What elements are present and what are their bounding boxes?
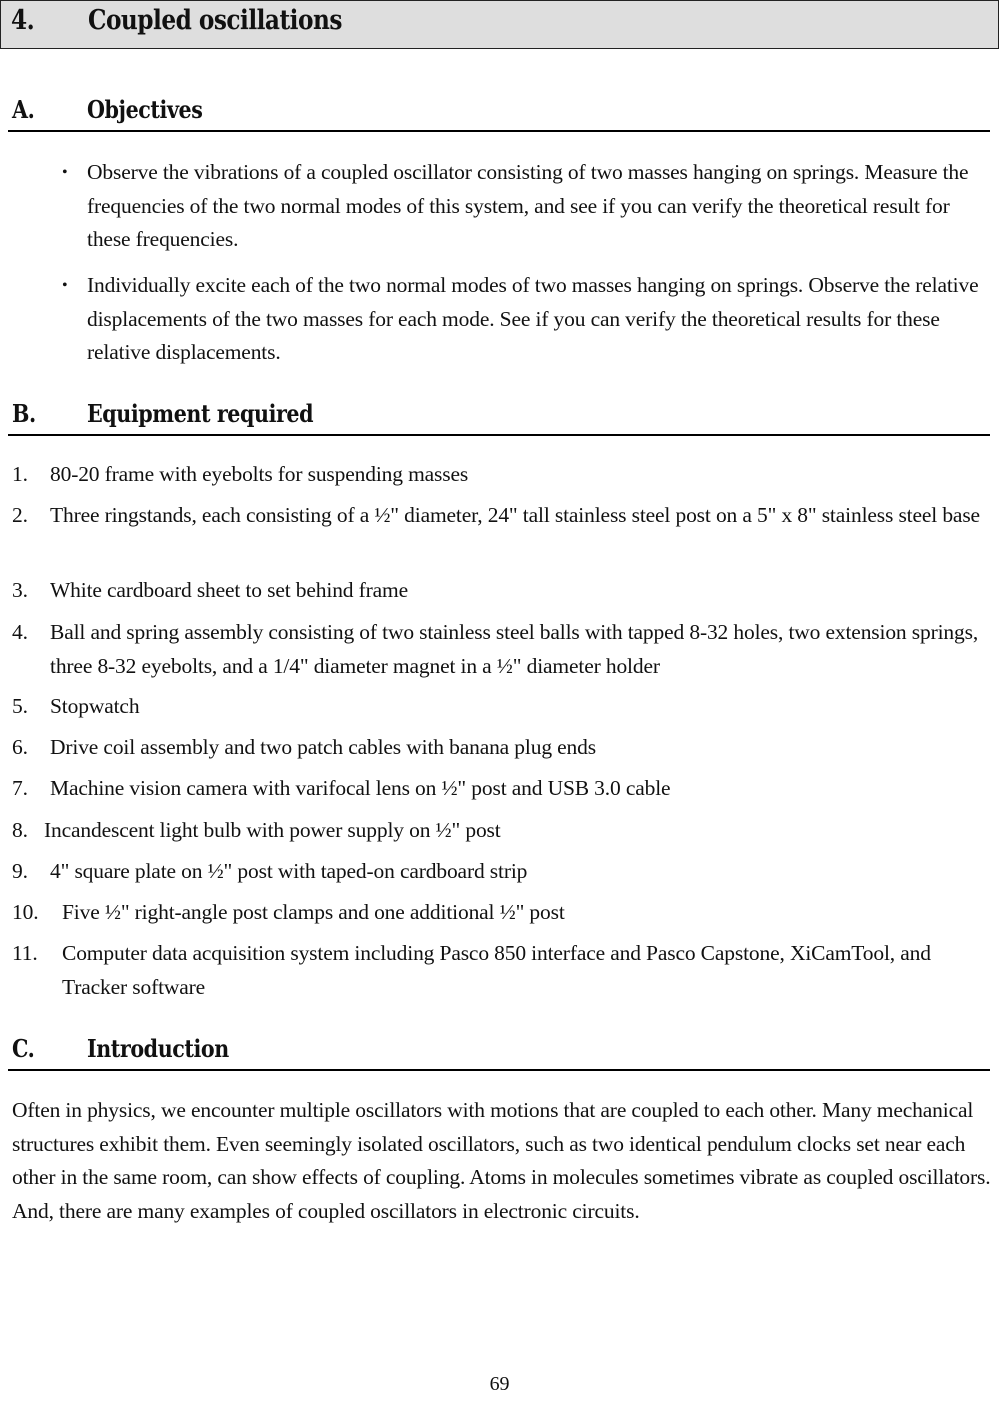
item-text: 4" square plate on ½" post with taped-on cardboard strip [50, 859, 528, 883]
section-heading-equipment [8, 398, 990, 436]
introduction-paragraph: Often in physics, we encounter multiple oscillators with motions that are coupled to each other. Many mechanical structures exhibit them. Even seemingly isolated oscillators, such as two identical pendulum clocks set near each other in the same room, can show effects of coupling. Atoms in molecules sometimes vibrate as coupled oscillators. And, there are many examples of coupled oscillators in electronic circuits. [12, 1098, 991, 1223]
item-number: 6. [12, 735, 28, 759]
section-title: Introduction [87, 1034, 229, 1063]
bullet-icon: • [62, 164, 68, 181]
bullet-icon: • [62, 277, 68, 294]
objective-text: Individually excite each of the two normal modes of two masses hanging on springs. Observe the relative displacements of the two masses for each mode. See if you can verify the theoretical results for these relative displacements. [87, 273, 979, 364]
item-text: Drive coil assembly and two patch cables with banana plug ends [50, 735, 596, 759]
chapter-title: Coupled oscillations [88, 5, 342, 36]
chapter-header [0, 0, 999, 49]
section-letter: C. [12, 1034, 35, 1063]
item-number: 5. [12, 694, 28, 718]
item-text: 80-20 frame with eyebolts for suspending masses [50, 462, 469, 486]
item-number: 1. [12, 462, 28, 486]
item-text: Three ringstands, each consisting of a ½" diameter, 24" tall stainless steel post on a 5" x 8" stainless steel base [50, 503, 980, 527]
item-text: Ball and spring assembly consisting of two stainless steel balls with tapped 8-32 holes, two extension springs, three 8-32 eyebolts, and a 1/4" diameter magnet in a ½" diameter holder [50, 620, 979, 678]
item-number: 10. [12, 900, 39, 924]
item-text: Computer data acquisition system including Pasco 850 interface and Pasco Capstone, XiCamTool, and Tracker software [62, 941, 931, 999]
chapter-number: 4. [11, 5, 35, 36]
item-text: Stopwatch [50, 694, 140, 718]
item-text: White cardboard sheet to set behind frame [50, 578, 409, 602]
section-heading-introduction [8, 1033, 990, 1071]
item-text: Five ½" right-angle post clamps and one additional ½" post [62, 900, 565, 924]
section-title: Equipment required [87, 399, 314, 428]
item-number: 3. [12, 578, 28, 602]
item-number: 8. [12, 818, 28, 842]
item-text: Incandescent light bulb with power supply on ½" post [44, 818, 501, 842]
item-number: 7. [12, 776, 28, 800]
section-title: Objectives [87, 95, 203, 124]
section-heading-objectives [8, 94, 990, 132]
item-number: 4. [12, 620, 28, 644]
item-number: 9. [12, 859, 28, 883]
objective-text: Observe the vibrations of a coupled oscillator consisting of two masses hanging on springs. Measure the frequencies of the two normal modes of this system, and see if you can verify the theoretical result for these frequencies. [87, 160, 969, 251]
page-number: 69 [489, 1373, 510, 1395]
item-number: 2. [12, 503, 28, 527]
item-text: Machine vision camera with varifocal lens on ½" post and USB 3.0 cable [50, 776, 671, 800]
section-letter: B. [12, 399, 36, 428]
section-letter: A. [12, 95, 35, 124]
item-number: 11. [12, 941, 38, 965]
